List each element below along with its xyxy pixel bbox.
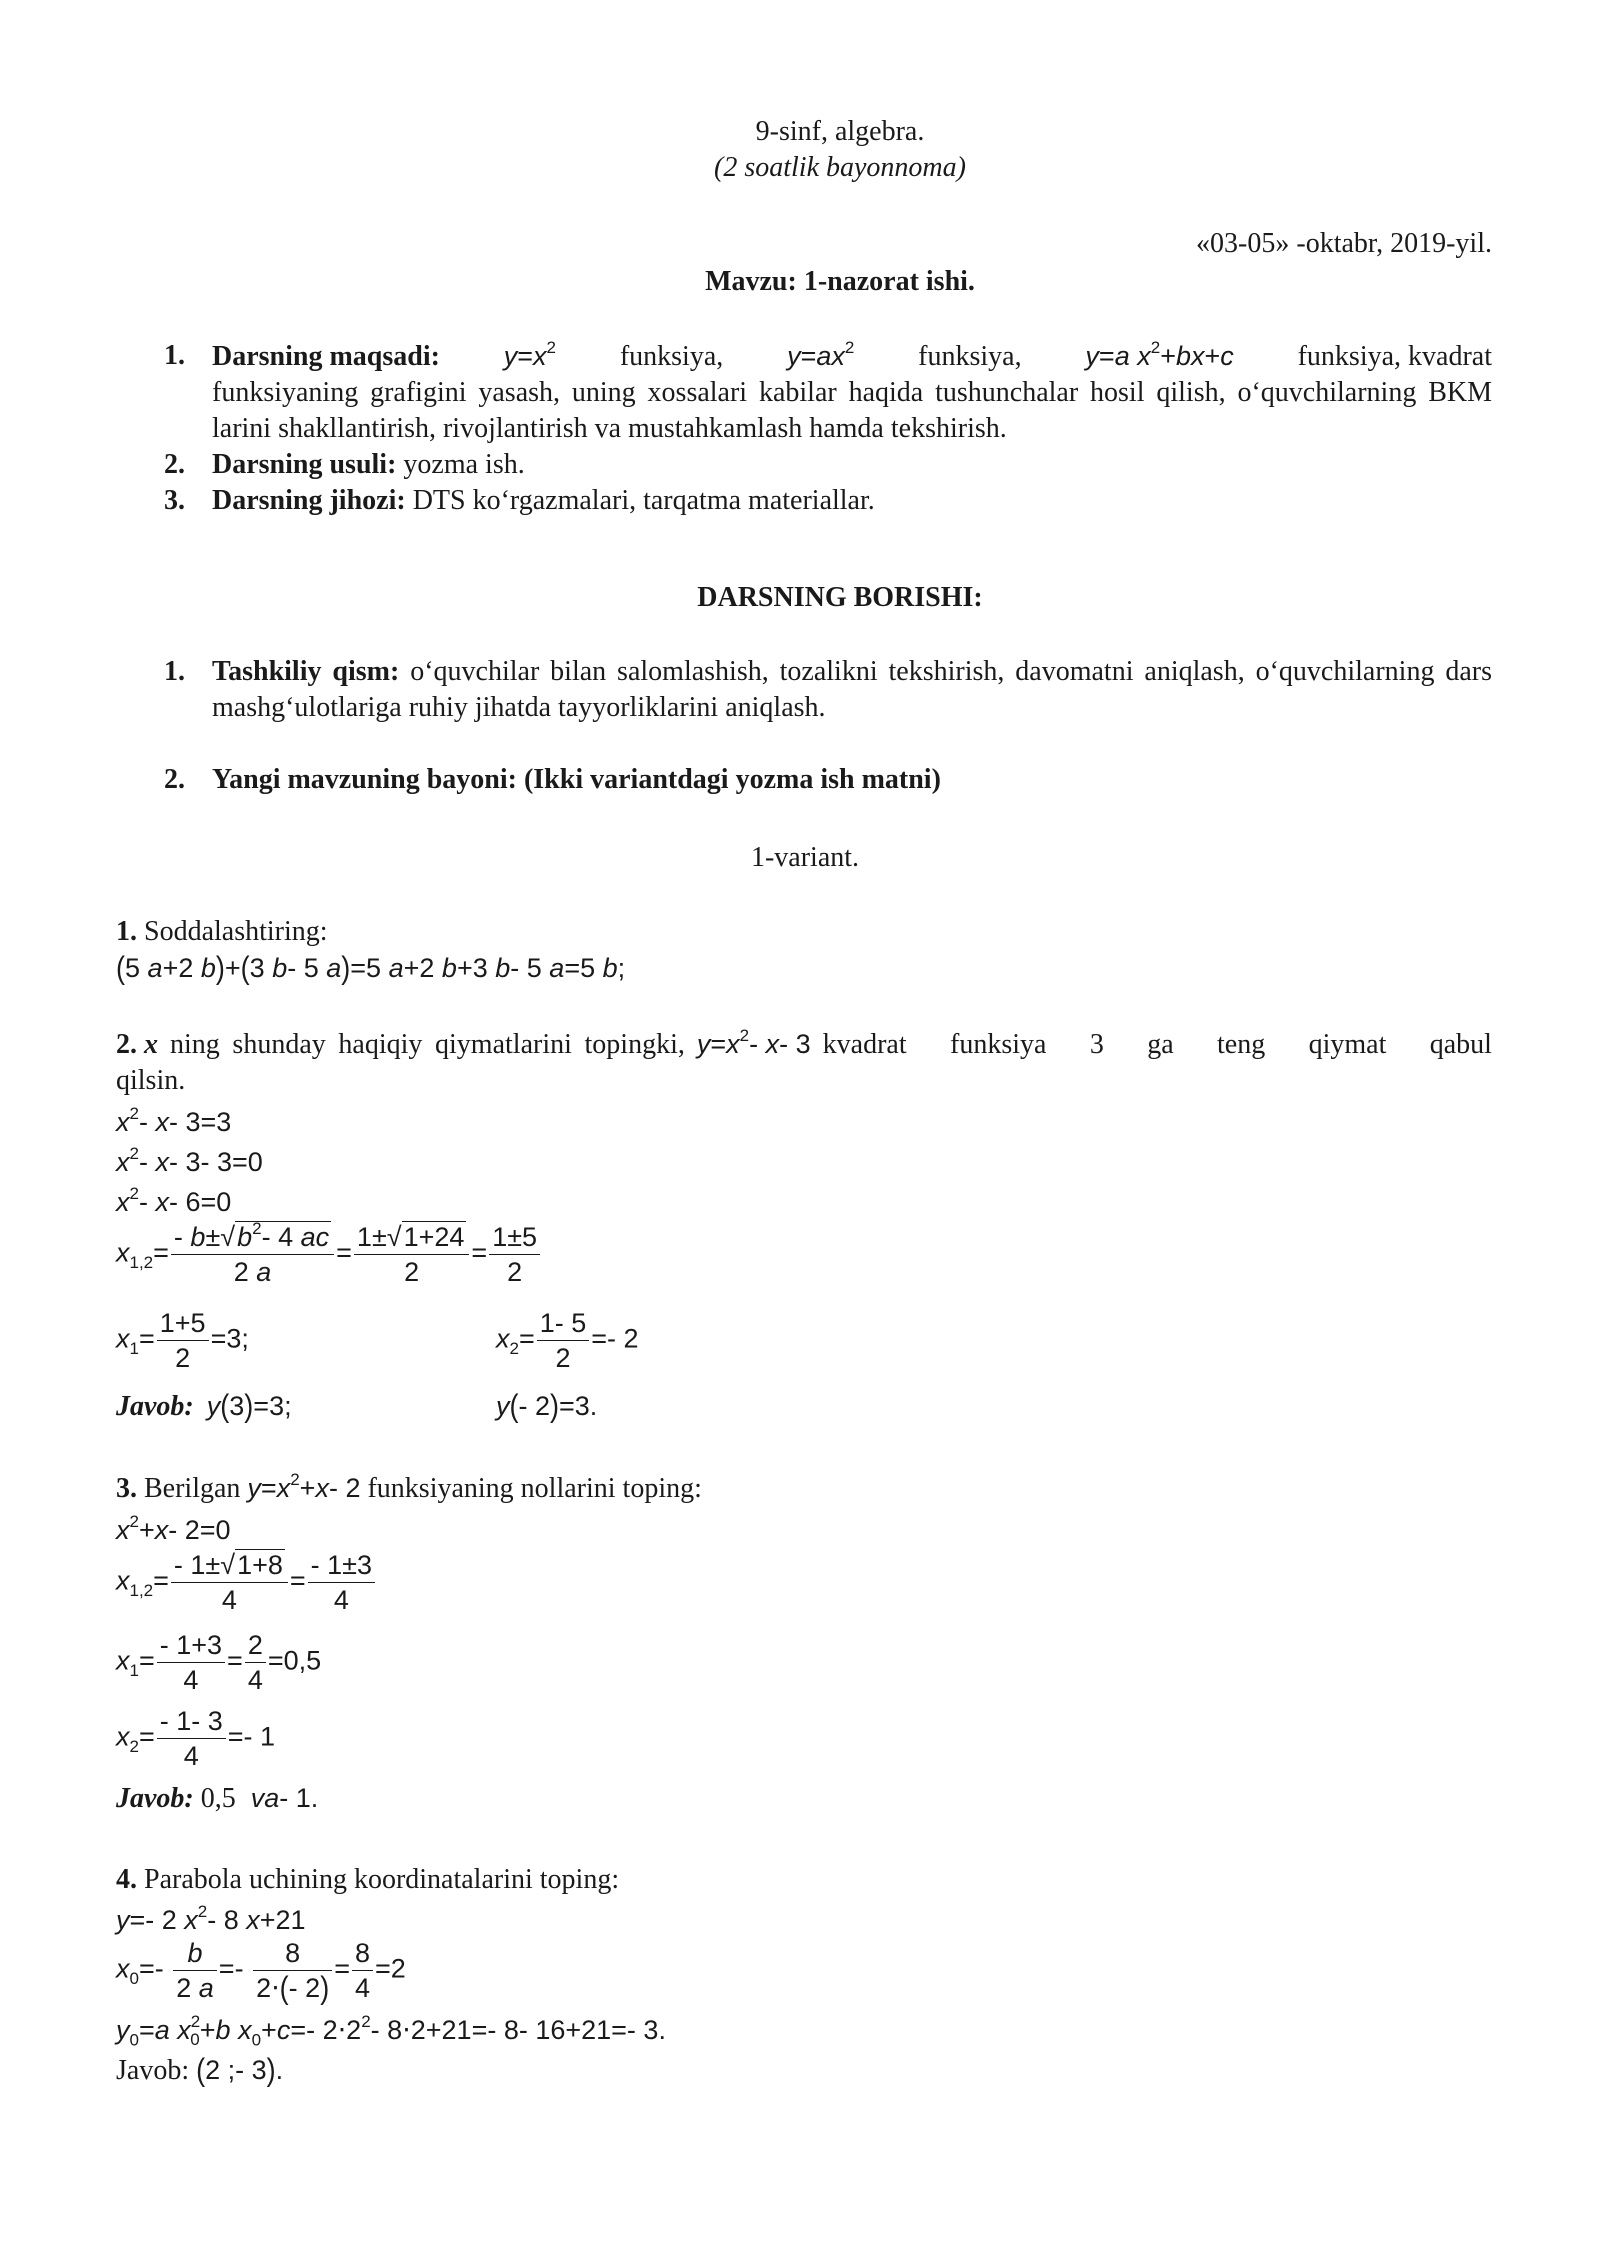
formula-y-x2: $y=x^2$ — [503, 338, 556, 371]
goal-text: funksiyaning grafigini yasash, uning xossalari kabilar haqida tushunchalar hosil qilish, o‘quvchilarning BKM larini shakllantirish, rivojlantirish va mustahkamlash hamda tekshirish. — [212, 377, 1492, 444]
answer-4: Javob: (2 ;- 3). — [116, 2052, 284, 2088]
parabola-eq: y=- 2 $x^2-$ 8 x+21 — [116, 1902, 306, 1935]
vertex-x: $x_0=-$ $\frac{b}{2 a}$ =- $\frac{8}{2\cdot(- 2)}$ = $\frac{8}{4}$ =2 — [116, 1938, 406, 2006]
quadratic-formula-3: $x_{1,2}=$ $\frac{- 1\pm√1+8}{4}$ = $\frac{- 1\pm 3}{4}$ — [116, 1548, 377, 1617]
vertex-y: $y_0=a$ $x^2_0+b$ $x_0+c=-$ $2\cdot 2^2-$ 8⋅2+21=- 8- 16+21=- 3. — [116, 2012, 666, 2050]
goals-list — [164, 338, 1492, 519]
task-3: 3. Berilgan $y=x^2+x-$ 2 funksiyaning nollarini toping: — [116, 1470, 702, 1504]
step-item: 1. Tashkiliy qism: o‘quvchilar bilan salomlashish, tozalikni tekshirish, davomatni aniqlash, o‘quvchilarning dars mashg‘ulotlariga ruhiy jihatda tayyorliklarini aniqlash. — [164, 656, 1493, 723]
eq-line: $x^2+x-$ 2=0 — [116, 1512, 231, 1545]
grade-subject: 9-sinf, algebra. — [755, 116, 925, 147]
title — [0, 114, 1600, 186]
progress-title: DARSNING BORISHI: — [697, 582, 983, 613]
quadratic-formula: $x_{1,2}=$ $\frac{- b\pm√b^2- 4 ac}{2 a}$ = $\frac{1\pm√1+24}{2}$ = $\frac{1\pm 5}{2}$ — [116, 1220, 542, 1289]
goal-item: 3. Darsning jihozi: DTS ko‘rgazmalari, tarqatma materiallar. — [164, 485, 875, 516]
topic: Mavzu: 1-nazorat ishi. — [705, 266, 975, 297]
root-x1: $x_1=$ $\frac{1+5}{2}$ =3; — [116, 1308, 249, 1373]
answer-2: Javob: y(3)=3; — [116, 1388, 292, 1424]
goal-item: 1. Darsning maqsadi: $y=x^2$ funksiya, $y=ax^2$ funksiya, y=a $x^2+bx+c$ funksiya, kvadrat funksiyaning grafigini yasash, uning xossalari kabilar haqida tushunchalar hosil qilish, o‘quvchilarning BKM larini shakllantirish, rivojlantirish va mustahkamlash hamda tekshirish. — [164, 338, 1492, 447]
formula-y-ax2: $y=ax^2$ — [787, 338, 855, 371]
formula-y-ax2-bx-c: y=a $x^2+bx+c$ — [1085, 338, 1234, 371]
root-x2: $x_2=$ $\frac{1- 5}{2}$ =- 2 — [496, 1308, 639, 1373]
variant-title: 1-variant. — [750, 842, 860, 873]
goal-label: Darsning maqsadi: — [212, 341, 440, 372]
subtitle: (2 soatlik bayonnoma) — [714, 152, 966, 183]
formula-y-x2-x-3: $y=x^2-$ x- 3 — [696, 1026, 811, 1059]
answer-2b: y(- 2)=3. — [496, 1388, 598, 1424]
task-2: 2. x ning shunday haqiqiy qiymatlarini topingki, $y=x^2-$ x- 3 kvadrat funksiya 3 ga teng qiymat qabul qilsin. — [116, 1026, 1492, 1096]
date: «03-05» -oktabr, 2019-yil. — [1196, 228, 1492, 259]
root-x2-3: $x_2=$ $\frac{- 1- 3}{4}$ =- 1 — [116, 1706, 276, 1771]
steps-list — [164, 654, 1492, 798]
root-x1-3: $x_1=$ $\frac{- 1+3}{4}$ = $\frac{2}{4}$ =0,5 — [116, 1630, 322, 1695]
step-item: 2. Yangi mavzuning bayoni: (Ikki variantdagi yozma ish matni) — [164, 764, 941, 795]
answer-3: Javob: 0,5 va- 1. — [116, 1783, 319, 1814]
goal-item: 2. Darsning usuli: yozma ish. — [164, 449, 525, 480]
eq-line: $x^2-$ x- 3- 3=0 — [116, 1144, 263, 1177]
formula-y-x2-x-2: $y=x^2+x-$ 2 — [247, 1470, 361, 1503]
task-1: 1. Soddalashtiring: (5 a+2 b)+(3 b- 5 a)=5 a+2 b+3 b- 5 a=5 b; — [116, 914, 1492, 986]
task-4: 4. Parabola uchining koordinatalarini toping: — [116, 1864, 620, 1895]
goal-text-start: funksiya, kvadrat — [1297, 341, 1492, 372]
task-1-solution: (5 a+2 b)+(3 b- 5 a)=5 a+2 b+3 b- 5 a=5 b; — [116, 950, 626, 986]
eq-line: $x^2-$ x- 6=0 — [116, 1184, 232, 1217]
eq-line: $x^2-$ x- 3=3 — [116, 1104, 232, 1137]
